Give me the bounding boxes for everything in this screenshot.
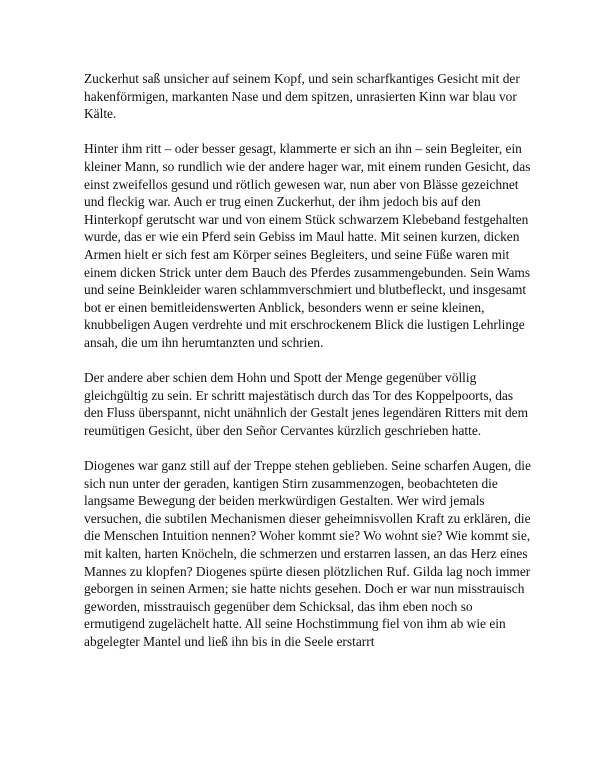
body-text bbox=[84, 70, 534, 651]
paragraph-4: Diogenes war ganz still auf der Treppe stehen geblieben. Seine scharfen Augen, die sich nun unter der geraden, kantigen Stirn zusammenzogen, beobachteten die langsame Bewegung der beiden merkwürdigen Gestalten. Wer wird jemals versuchen, die subtilen Mechanismen dieser geheimnisvollen Kraft zu erklären, die die Menschen Intuition nennen? Woher kommt sie? Wo wohnt sie? Wie kommt sie, mit kalten, harten Knöcheln, die schmerzen und erstarren lassen, an das Herz eines Mannes zu klopfen? Diogenes spürte diesen plötzlichen Ruf. Gilda lag noch immer geborgen in seinen Armen; sie hatte nichts gesehen. Doch er war nun misstrauisch geworden, misstrauisch gegenüber dem Schicksal, das ihm eben noch so ermutigend zugelächelt hatte. All seine Hochstimmung fiel von ihm ab wie ein abgelegter Mantel und ließ ihn bis in die Seele erstarrt bbox=[84, 458, 531, 649]
paragraph-3: Der andere aber schien dem Hohn und Spott der Menge gegenüber völlig gleichgültig zu sein. Er schritt majestätisch durch das Tor des Koppelpoorts, das den Fluss überspannt, nicht unähnlich der Gestalt jenes legendären Ritters mit dem reumütigen Gesicht, über den Señor Cervantes kürzlich geschrieben hatte. bbox=[84, 370, 529, 438]
paragraph-2: Hinter ihm ritt – oder besser gesagt, klammerte er sich an ihn – sein Begleiter, ein kleiner Mann, so rundlich wie der andere hager war, mit einem runden Gesicht, das einst zweifellos gesund und rötlich gewesen war, nun aber von Blässe gezeichnet und fleckig war. Auch er trug einen Zuckerhut, der ihm jedoch bis auf den Hinterkopf gerutscht war und von einem Stück schwarzem Klebeband festgehalten wurde, das er wie ein Pferd sein Gebiss im Maul hatte. Mit seinen kurzen, dicken Armen hielt er sich fest am Körper seines Begleiters, und seine Füße waren mit einem dicken Strick unter dem Bauch des Pferdes zusammengebunden. Sein Wams und seine Beinkleider waren schlammverschmiert und blutbefleckt, und insgesamt bot er einen bemitleidenswerten Anblick, besonders wenn er seine kleinen, knubbeligen Augen verdrehte und mit erschrockenem Blick die lustigen Lehrlinge ansah, die um ihn herumtanzten und schrien. bbox=[84, 141, 531, 350]
paragraph-1: Zuckerhut saß unsicher auf seinem Kopf, und sein scharfkantiges Gesicht mit der hakenförmigen, markanten Nase und dem spitzen, unrasierten Kinn war blau vor Kälte. bbox=[84, 71, 520, 122]
